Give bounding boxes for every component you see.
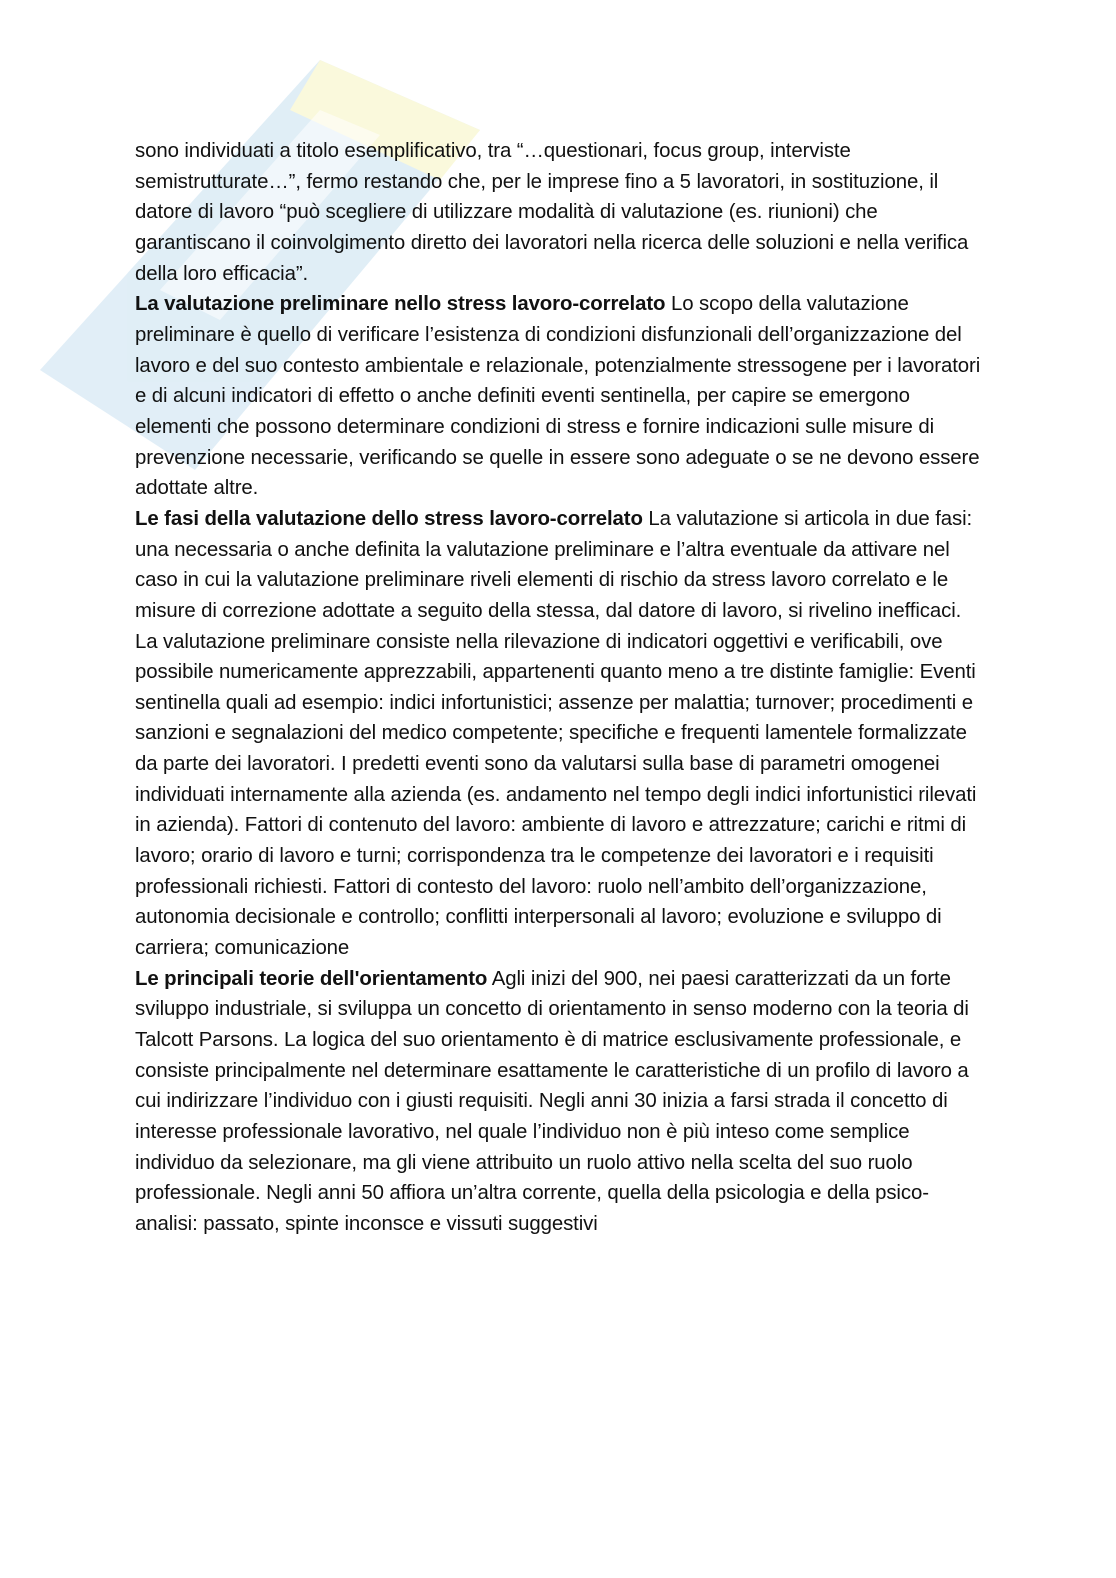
section-heading-valutazione-preliminare: La valutazione preliminare nello stress lavoro-correlato (135, 293, 666, 316)
paragraph-3 (135, 504, 985, 964)
section-heading-fasi-valutazione: Le fasi della valutazione dello stress lavoro-correlato (135, 507, 643, 530)
paragraph-1 (135, 136, 985, 289)
paragraph-3-body: La valutazione si articola in due fasi: una necessaria o anche definita la valutazione preliminare e l’altra eventuale da attivare nel caso in cui la valutazione preliminare riveli elementi di rischio da stress lavoro correlato e le misure di correzione adottate a seguito della stessa, dal datore di lavoro, si rivelino inefficaci. La valutazione preliminare consiste nella rilevazione di indicatori oggettivi e verificabili, ove possibile numericamente apprezzabili, appartenenti quanto meno a tre distinte famiglie: Eventi sentinella quali ad esempio: indici infortunistici; assenze per malattia; turnover; procedimenti e sanzioni e segnalazioni del medico competente; specifiche e frequenti lamentele formalizzate da parte dei lavoratori. I predetti eventi sono da valutarsi sulla base di parametri omogenei individuati internamente alla azienda (es. andamento nel tempo degli indici infortunistici rilevati in azienda). Fattori di contenuto del lavoro: ambiente di lavoro e attrezzature; carichi e ritmi di lavoro; orario di lavoro e turni; corrispondenza tra le competenze dei lavoratori e i requisiti professionali richiesti. Fattori di contesto del lavoro: ruolo nell’ambito dell’organizzazione, autonomia decisionale e controllo; conflitti interpersonali al lavoro; evoluzione e sviluppo di carriera; comunicazione (135, 507, 977, 960)
paragraph-4-body: Agli inizi del 900, nei paesi caratterizzati da un forte sviluppo industriale, si sviluppa un concetto di orientamento in senso moderno con la teoria di Talcott Parsons. La logica del suo orientamento è di matrice esclusivamente professionale, e consiste principalmente nel determinare esattamente le caratteristiche di un profilo di lavoro a cui indirizzare l’individuo con i giusti requisiti. Negli anni 30 inizia a farsi strada il concetto di interesse professionale lavorativo, nel quale l’individuo non è più inteso come semplice individuo da selezionare, ma gli viene attribuito un ruolo attivo nella scelta del suo ruolo professionale. Negli anni 50 affiora un’altra corrente, quella della psicologia e della psico-analisi: passato, spinte inconsce e vissuti suggestivi (135, 967, 969, 1235)
paragraph-2 (135, 289, 985, 504)
paragraph-4 (135, 964, 985, 1240)
paragraph-2-body: Lo scopo della valutazione preliminare è quello di verificare l’esistenza di condizioni disfunzionali dell’organizzazione del lavoro e del suo contesto ambientale e relazionale, potenzialmente stressogene per i lavoratori e di alcuni indicatori di effetto o anche definiti eventi sentinella, per capire se emergono elementi che possono determinare condizioni di stress e fornire indicazioni sulle misure di prevenzione necessarie, verificando se quelle in essere sono adeguate o se ne devono essere adottate altre. (135, 293, 981, 500)
section-heading-teorie-orientamento: Le principali teorie dell'orientamento (135, 967, 488, 990)
document-body (135, 136, 985, 1240)
paragraph-1-body: sono individuati a titolo esemplificativo, tra “…questionari, focus group, interviste semistrutturate…”, fermo restando che, per le imprese fino a 5 lavoratori, in sostituzione, il datore di lavoro “può scegliere di utilizzare modalità di valutazione (es. riunioni) che garantiscano il coinvolgimento diretto dei lavoratori nella ricerca delle soluzioni e nella verifica della loro efficacia”. (135, 140, 969, 285)
